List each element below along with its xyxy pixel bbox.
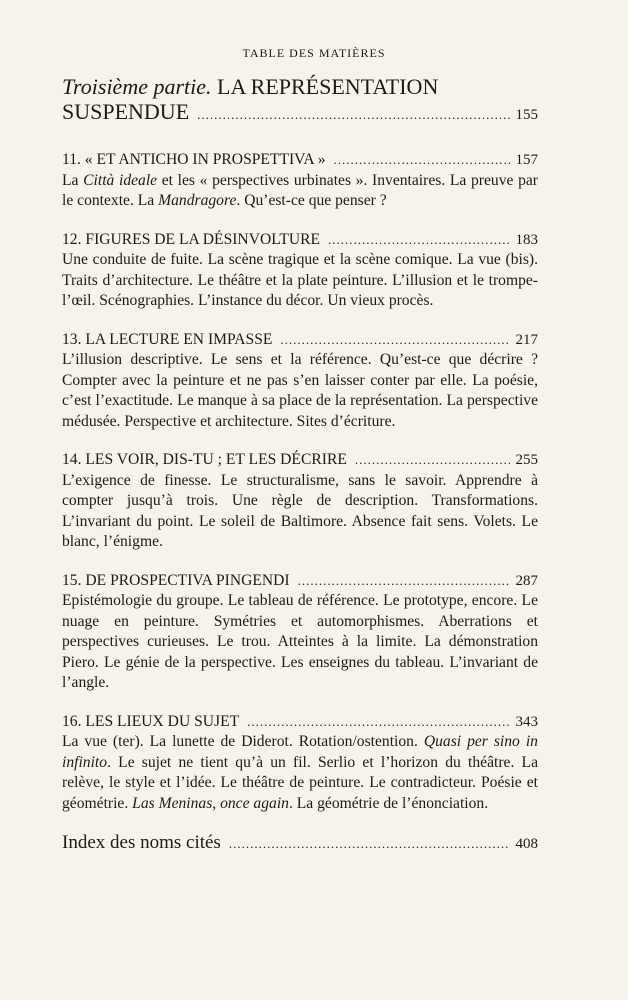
dot-leader [280,330,509,351]
chapter-summary: La Città ideale et les « perspectives urbinates ». Inventaires. La preuve par le contexte. La Mandragore. Qu’est-ce que penser ? [62,171,538,209]
chapter-entry [62,712,538,815]
chapter-list [62,150,538,814]
chapter-page-number: 287 [515,572,538,589]
chapter-title: 12. FIGURES DE LA DÉSINVOLTURE [62,230,321,248]
index-entry [62,832,538,854]
running-head: TABLE DES MATIÈRES [242,46,386,60]
part-prefix: Troisième partie. [62,74,212,99]
dot-leader [247,712,509,733]
chapter-page-number: 255 [515,452,538,468]
part-heading [62,74,538,128]
chapter-page-number: 217 [515,331,538,348]
chapter-entry [62,150,538,212]
chapter-title: 15. DE PROSPECTIVA PINGENDI [62,571,290,589]
chapter-title: 13. LA LECTURE EN IMPASSE [62,330,273,348]
chapter-title: 11. « ET ANTICHO IN PROSPETTIVA » [62,151,326,168]
chapter-heading [62,712,538,733]
dot-leader [334,150,510,171]
chapter-page-number: 183 [515,231,538,248]
chapter-heading [62,330,538,351]
chapter-summary: Une conduite de fuite. La scène tragique et la scène comique. La vue (bis). Traits d’architecture. Le théâtre et la plate peinture. L’illusion et le trompe-l’œil. Scénographies. L’instance du décor. Un vieux procès. [62,251,538,309]
index-label: Index des noms cités [62,832,221,853]
chapter-summary: L’illusion descriptive. Le sens et la référence. Qu’est-ce que décrire ? Compter avec la peinture et ne pas s’en laisser conter par elle. La poésie, c’est l’exactitude. Le manque à sa place de la représentation. La perspective médusée. Perspective et architecture. Sites d’écriture. [62,351,538,430]
chapter-entry [62,330,538,433]
chapter-heading [62,230,538,251]
part-title-1: LA REPRÉSENTATION [217,74,439,99]
part-page-number: 155 [515,107,538,123]
dot-leader [328,230,509,251]
chapter-title: 16. LES LIEUX DU SUJET [62,712,240,730]
dot-leader [197,102,509,127]
part-title-2: SUSPENDUE [62,99,190,124]
part-title-line-1 [62,74,538,99]
dot-leader [298,571,510,592]
chapter-heading [62,571,538,592]
dot-leader [355,450,510,471]
chapter-summary: Epistémologie du groupe. Le tableau de référence. Le prototype, encore. Le nuage en peinture. Symétries et automorphismes. Aberrations et perspectives curieuses. Le trou. Atteintes à la limite. La démonstration Piero. Le génie de la perspective. Les enseignes du tableau. L’invariant de l’angle. [62,592,538,691]
chapter-page-number: 157 [515,152,538,168]
chapter-page-number: 343 [515,713,538,730]
dot-leader [229,836,510,852]
chapter-heading [62,150,538,171]
chapter-entry [62,230,538,312]
part-title-line-2 [62,99,538,128]
chapter-summary: L’exigence de finesse. Le structuralisme, sans le savoir. Apprendre à compter jusqu’à trois. Une règle de description. Transformations. L’invariant du point. Le soleil de Baltimore. Absence fait sens. Volets. Le blanc, l’énigme. [62,471,538,550]
chapter-entry [62,450,538,553]
chapter-summary: La vue (ter). La lunette de Diderot. Rotation/ostention. Quasi per sino in infinito. Le sujet ne tient qu’à un fil. Serlio et l’horizon du théâtre. La relève, le style et l’idée. Le théâtre de peinture. Le contradicteur. Poésie et géométrie. Las Meninas, once again. La géométrie de l’énonciation. [62,733,538,812]
chapter-heading [62,450,538,471]
chapter-title: 14. LES VOIR, DIS-TU ; ET LES DÉCRIRE [62,451,347,468]
chapter-entry [62,571,538,694]
index-page-number: 408 [515,836,538,852]
